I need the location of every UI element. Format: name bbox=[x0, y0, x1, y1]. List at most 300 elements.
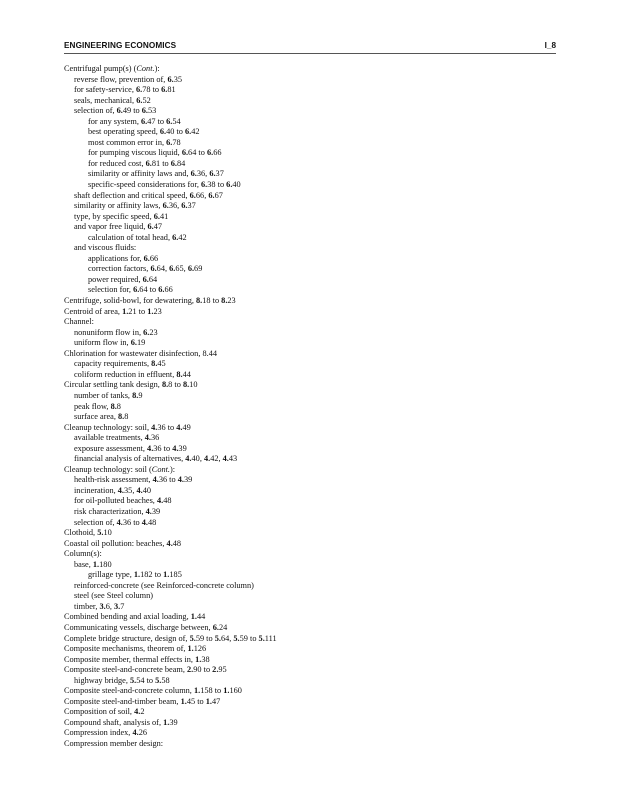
entry-text: 2 bbox=[140, 707, 145, 717]
index-entry bbox=[64, 697, 564, 708]
entry-text: for pumping viscous liquid, bbox=[88, 148, 182, 158]
entry-text: 66 bbox=[149, 253, 159, 263]
entry-text: 36 to bbox=[122, 517, 142, 527]
entry-text: coliform reduction in effluent, bbox=[74, 369, 177, 379]
entry-text: 58 bbox=[161, 675, 170, 685]
entry-text: 9 bbox=[138, 390, 143, 400]
entry-text: available treatments, bbox=[74, 433, 145, 443]
index-entry bbox=[64, 655, 564, 666]
chapter-number: 4. bbox=[177, 475, 184, 485]
entry-text: 48 bbox=[172, 538, 182, 548]
chapter-number: 8. bbox=[182, 380, 190, 390]
entry-text: 54 bbox=[172, 116, 181, 126]
entry-text: type, by specific speed, bbox=[74, 211, 154, 221]
chapter-number: 4. bbox=[134, 707, 141, 717]
chapter-number: 6. bbox=[143, 253, 150, 263]
entry-text: 111 bbox=[264, 633, 277, 643]
running-header-title: ENGINEERING ECONOMICS bbox=[64, 41, 177, 50]
entry-text: 40 to bbox=[166, 127, 186, 137]
entry-text: highway bridge, bbox=[74, 675, 130, 685]
entry-text: Combined bending and axial loading, bbox=[64, 612, 191, 622]
chapter-number: 6. bbox=[209, 169, 216, 179]
entry-text: Composite steel-and-timber beam, bbox=[64, 696, 181, 706]
chapter-number: 3. bbox=[99, 601, 106, 611]
chapter-number: 6. bbox=[135, 85, 143, 95]
entry-text: Composition of soil, bbox=[64, 707, 135, 717]
entry-text: reinforced-concrete (see Reinforced-concrete column) bbox=[74, 580, 254, 590]
chapter-number: 4. bbox=[147, 443, 154, 453]
index-subentry bbox=[64, 560, 564, 571]
entry-text: 38 to bbox=[207, 180, 227, 190]
entry-text: Composite steel-and-concrete column, bbox=[64, 686, 194, 696]
entry-text: 48 bbox=[148, 517, 157, 527]
index-subentry bbox=[64, 191, 564, 202]
chapter-number: 2. bbox=[187, 665, 194, 675]
entry-text: 158 to bbox=[200, 686, 224, 696]
entry-text: capacity requirements, bbox=[74, 359, 152, 369]
chapter-number: 6. bbox=[166, 116, 173, 126]
entry-text: timber, bbox=[74, 601, 100, 611]
chapter-number: 6. bbox=[187, 264, 195, 274]
chapter-number: 6. bbox=[142, 274, 149, 284]
chapter-number: 6. bbox=[167, 74, 174, 84]
entry-text: for any system, bbox=[88, 116, 141, 126]
index-entry bbox=[64, 612, 564, 623]
entry-text: similarity or affinity laws, bbox=[74, 201, 163, 211]
index-entry bbox=[64, 634, 564, 645]
index-subentry bbox=[64, 338, 564, 349]
chapter-number: 6. bbox=[208, 190, 215, 200]
chapter-number: 4. bbox=[156, 496, 164, 506]
chapter-number: 3. bbox=[114, 601, 121, 611]
index-subentry bbox=[64, 328, 564, 339]
entry-text: 8 bbox=[124, 412, 129, 422]
index-subentry bbox=[64, 412, 564, 423]
chapter-number: 6. bbox=[226, 180, 233, 190]
chapter-number: 6. bbox=[150, 264, 157, 274]
entry-text: 52 bbox=[142, 95, 151, 105]
entry-text: 39 bbox=[169, 717, 178, 727]
entry-text: 69 bbox=[194, 264, 203, 274]
chapter-number: 4. bbox=[152, 475, 159, 485]
entry-text: 23 bbox=[227, 296, 236, 306]
entry-text: 41 bbox=[159, 211, 169, 221]
entry-text: 36 bbox=[150, 433, 160, 443]
entry-text: 81 to bbox=[151, 158, 171, 168]
entry-text: steel (see Steel column) bbox=[74, 591, 154, 601]
entry-text: 47 bbox=[211, 696, 221, 706]
chapter-number: 6. bbox=[136, 95, 143, 105]
entry-text: 7 bbox=[120, 601, 125, 611]
entry-text: 65, bbox=[175, 264, 188, 274]
entry-text: reverse flow, prevention of, bbox=[74, 74, 168, 84]
entry-text: 54 to bbox=[136, 675, 156, 685]
entry-text: and vapor free liquid, bbox=[74, 222, 148, 232]
chapter-number: 4. bbox=[116, 517, 123, 527]
chapter-number: 4. bbox=[203, 454, 211, 464]
chapter-number: 8. bbox=[161, 380, 169, 390]
entry-text: Cont. bbox=[151, 464, 171, 474]
entry-text: Compression index, bbox=[64, 728, 133, 738]
chapter-number: 6. bbox=[185, 127, 192, 137]
index-entry bbox=[64, 728, 564, 739]
index-entry bbox=[64, 423, 564, 434]
entry-text: 21 to bbox=[128, 306, 148, 316]
entry-text: 42 bbox=[178, 232, 187, 242]
chapter-number: 5. bbox=[97, 528, 104, 538]
entry-text: 67 bbox=[214, 190, 223, 200]
entry-text: 59 to bbox=[195, 633, 215, 643]
entry-text: 81 bbox=[167, 85, 176, 95]
entry-text: correction factors, bbox=[88, 264, 151, 274]
chapter-number: 6. bbox=[158, 285, 165, 295]
entry-text: similarity or affinity laws and, bbox=[88, 169, 191, 179]
index-subentry bbox=[64, 222, 564, 233]
chapter-number: 1. bbox=[223, 686, 230, 696]
index-entry bbox=[64, 307, 564, 318]
chapter-number: 6. bbox=[130, 338, 137, 348]
index-subentry bbox=[64, 454, 564, 465]
entry-text: 78 bbox=[172, 137, 181, 147]
entry-text: shaft deflection and critical speed, bbox=[74, 190, 190, 200]
entry-text: risk characterization, bbox=[74, 506, 146, 516]
chapter-number: 6. bbox=[169, 264, 176, 274]
index-subentry bbox=[64, 212, 564, 223]
chapter-number: 1. bbox=[163, 717, 170, 727]
entry-text: 66 bbox=[164, 285, 173, 295]
chapter-number: 1. bbox=[147, 306, 154, 316]
chapter-number: 8. bbox=[117, 412, 125, 422]
index-entry bbox=[64, 549, 564, 560]
entry-text: selection for, bbox=[88, 285, 134, 295]
entry-text: 185 bbox=[169, 570, 182, 580]
index-entry bbox=[64, 296, 564, 307]
entry-text: Cont. bbox=[136, 64, 155, 73]
entry-text: 35, bbox=[124, 485, 137, 495]
entry-text: best operating speed, bbox=[88, 127, 160, 137]
entry-text: 182 to bbox=[140, 570, 164, 580]
index-subentry bbox=[64, 444, 564, 455]
chapter-number: 1. bbox=[122, 306, 129, 316]
index-subentry bbox=[64, 138, 564, 149]
entry-text: Cleanup technology: soil, bbox=[64, 422, 152, 432]
index-subentry bbox=[64, 96, 564, 107]
chapter-number: 1. bbox=[205, 696, 212, 706]
chapter-number: 8. bbox=[132, 390, 139, 400]
chapter-number: 4. bbox=[151, 422, 158, 432]
entry-text: 10 bbox=[103, 528, 112, 538]
entry-text: for safety-service, bbox=[74, 85, 136, 95]
entry-text: Composite steel-and-concrete beam, bbox=[64, 665, 188, 675]
chapter-number: 4. bbox=[144, 433, 151, 443]
chapter-number: 6. bbox=[145, 158, 152, 168]
chapter-number: 2. bbox=[212, 665, 219, 675]
entry-text: calculation of total head, bbox=[88, 232, 173, 242]
entry-text: 160 bbox=[229, 686, 242, 696]
entry-text: 45 to bbox=[186, 696, 206, 706]
chapter-number: 6. bbox=[159, 127, 167, 137]
entry-text: 39 bbox=[178, 443, 187, 453]
chapter-number: 6. bbox=[181, 148, 189, 158]
running-header bbox=[64, 40, 556, 54]
entry-text: 180 bbox=[99, 559, 112, 569]
chapter-number: 6. bbox=[141, 116, 148, 126]
chapter-number: 4. bbox=[166, 538, 173, 548]
chapter-number: 6. bbox=[189, 190, 196, 200]
entry-text: grillage type, bbox=[88, 570, 134, 580]
entry-text: health-risk assessment, bbox=[74, 475, 153, 485]
entry-text: Composite mechanisms, theorem of, bbox=[64, 644, 188, 654]
index-subentry bbox=[64, 496, 564, 507]
entry-text: 40 bbox=[232, 180, 241, 190]
entry-text: selection of, bbox=[74, 517, 117, 527]
entry-text: 19 bbox=[136, 338, 146, 348]
index-subentry bbox=[64, 106, 564, 117]
chapter-number: 6. bbox=[162, 201, 169, 211]
entry-text: 37 bbox=[215, 169, 224, 179]
entry-text: 47 to bbox=[147, 116, 167, 126]
chapter-number: 1. bbox=[190, 612, 197, 622]
entry-text: base, bbox=[74, 559, 93, 569]
entry-text: 66, bbox=[195, 190, 209, 200]
entry-text: 26 bbox=[138, 728, 147, 738]
chapter-number: 8. bbox=[110, 401, 117, 411]
page-number: I_8 bbox=[544, 41, 556, 50]
entry-text: applications for, bbox=[88, 253, 144, 263]
index-subentry bbox=[64, 264, 564, 275]
chapter-number: 6. bbox=[133, 285, 140, 295]
index-subentry bbox=[64, 243, 564, 254]
entry-text: 126 bbox=[193, 644, 207, 654]
entry-text: 42, bbox=[210, 454, 223, 464]
entry-text: Centroid of area, bbox=[64, 306, 123, 316]
entry-text: Compression member design: bbox=[64, 739, 164, 748]
entry-text: 44 bbox=[196, 612, 206, 622]
entry-text: 45 bbox=[157, 359, 166, 369]
entry-text: Compound shaft, analysis of, bbox=[64, 717, 164, 727]
entry-text: most common error in, bbox=[88, 137, 167, 147]
index-subentry bbox=[64, 676, 564, 687]
index-entry bbox=[64, 686, 564, 697]
entry-text: nonuniform flow in, bbox=[74, 327, 144, 337]
chapter-number: 1. bbox=[92, 559, 100, 569]
index-subentry bbox=[64, 370, 564, 381]
chapter-number: 8. bbox=[151, 359, 158, 369]
chapter-number: 1. bbox=[163, 570, 170, 580]
entry-text: 95 bbox=[218, 665, 227, 675]
entry-text: Coastal oil pollution: beaches, bbox=[64, 538, 167, 548]
chapter-number: 4. bbox=[172, 443, 179, 453]
entry-text: 59 to bbox=[239, 633, 259, 643]
index-subentry bbox=[64, 475, 564, 486]
chapter-number: 1. bbox=[133, 570, 141, 580]
chapter-number: 6. bbox=[147, 222, 154, 232]
entry-text: 10 bbox=[189, 380, 198, 390]
entry-text: selection of, bbox=[74, 106, 117, 116]
entry-text: 36, bbox=[168, 201, 182, 211]
index-entry bbox=[64, 64, 564, 75]
entry-text: number of tanks, bbox=[74, 390, 133, 400]
entry-text: 23 bbox=[153, 306, 162, 316]
index-entry bbox=[64, 380, 564, 391]
entry-text: Circular settling tank design, bbox=[64, 380, 162, 390]
index-subentry bbox=[64, 518, 564, 529]
entry-text: 84 bbox=[176, 158, 186, 168]
index-subentry bbox=[64, 159, 564, 170]
entry-text: Chlorination for wastewater disinfection, 8.44 bbox=[64, 348, 217, 358]
entry-text: Centrifuge, solid-bowl, for dewatering, bbox=[64, 296, 197, 306]
entry-text: 18 to bbox=[202, 296, 222, 306]
chapter-number: 8. bbox=[196, 296, 203, 306]
index-entries bbox=[64, 64, 564, 750]
chapter-number: 4. bbox=[185, 454, 192, 464]
index-subentry bbox=[64, 402, 564, 413]
index-subentry bbox=[64, 581, 564, 592]
chapter-number: 1. bbox=[195, 654, 202, 664]
chapter-number: 4. bbox=[222, 454, 229, 464]
entry-text: for oil-polluted beaches, bbox=[74, 496, 157, 506]
entry-text: Cleanup technology: soil ( bbox=[64, 464, 152, 474]
index-entry bbox=[64, 718, 564, 729]
chapter-number: 4. bbox=[117, 485, 125, 495]
chapter-number: 6. bbox=[143, 327, 150, 337]
entry-text: 6, bbox=[105, 601, 115, 611]
index-subentry bbox=[64, 169, 564, 180]
entry-text: 64, bbox=[220, 633, 234, 643]
entry-text: surface area, bbox=[74, 412, 118, 422]
chapter-number: 5. bbox=[233, 633, 240, 643]
chapter-number: 6. bbox=[190, 169, 197, 179]
chapter-number: 1. bbox=[193, 686, 201, 696]
entry-text: Composite member, thermal effects in, bbox=[64, 654, 196, 664]
chapter-number: 6. bbox=[153, 211, 160, 221]
entry-text: 38 bbox=[201, 654, 210, 664]
index-entry bbox=[64, 739, 564, 750]
index-entry bbox=[64, 644, 564, 655]
chapter-number: 4. bbox=[141, 517, 148, 527]
entry-text: Complete bridge structure, design of, bbox=[64, 633, 190, 643]
chapter-number: 5. bbox=[189, 633, 196, 643]
entry-text: 64 to bbox=[188, 148, 207, 158]
entry-text: 49 to bbox=[122, 106, 142, 116]
entry-text: 78 to bbox=[142, 85, 162, 95]
index-entry bbox=[64, 465, 564, 476]
entry-text: 35 bbox=[173, 74, 182, 84]
index-subentry bbox=[64, 275, 564, 286]
index-subentry bbox=[64, 570, 564, 581]
index-subentry bbox=[64, 180, 564, 191]
index-entry bbox=[64, 349, 564, 360]
entry-text: 53 bbox=[148, 106, 157, 116]
entry-text: 36 to bbox=[153, 443, 173, 453]
chapter-number: 5. bbox=[155, 675, 162, 685]
index-subentry bbox=[64, 254, 564, 265]
entry-text: 66 bbox=[213, 148, 222, 158]
chapter-number: 6. bbox=[161, 85, 168, 95]
index-subentry bbox=[64, 117, 564, 128]
index-entry bbox=[64, 707, 564, 718]
chapter-number: 6. bbox=[141, 106, 148, 116]
entry-text: 39 bbox=[183, 475, 193, 485]
chapter-number: 5. bbox=[130, 675, 137, 685]
entry-text: 24 bbox=[218, 622, 228, 632]
entry-text: Clothoid, bbox=[64, 528, 98, 538]
entry-text: ): bbox=[170, 464, 176, 474]
index-subentry bbox=[64, 201, 564, 212]
index-subentry bbox=[64, 148, 564, 159]
index-entry bbox=[64, 317, 564, 328]
chapter-number: 6. bbox=[170, 158, 177, 168]
entry-text: 44 bbox=[182, 369, 191, 379]
entry-text: 64 to bbox=[139, 285, 159, 295]
index-subentry bbox=[64, 507, 564, 518]
entry-text: exposure assessment, bbox=[74, 443, 148, 453]
chapter-number: 8. bbox=[221, 296, 228, 306]
entry-text: 37 bbox=[187, 201, 196, 211]
entry-text: Channel: bbox=[64, 317, 94, 327]
entry-text: 90 to bbox=[193, 665, 213, 675]
index-subentry bbox=[64, 591, 564, 602]
entry-text: 23 bbox=[149, 327, 158, 337]
entry-text: 36 to bbox=[157, 422, 177, 432]
entry-text: 64 bbox=[148, 274, 158, 284]
entry-text: ): bbox=[154, 64, 160, 73]
chapter-number: 6. bbox=[212, 622, 219, 632]
entry-text: incineration, bbox=[74, 485, 118, 495]
chapter-number: 4. bbox=[136, 485, 143, 495]
chapter-number: 1. bbox=[187, 644, 194, 654]
entry-text: 40 bbox=[142, 485, 151, 495]
index-subentry bbox=[64, 602, 564, 613]
entry-text: 49 bbox=[182, 422, 191, 432]
entry-text: 42 bbox=[191, 127, 200, 137]
chapter-number: 6. bbox=[181, 201, 188, 211]
chapter-number: 6. bbox=[172, 232, 179, 242]
index-subentry bbox=[64, 433, 564, 444]
index-subentry bbox=[64, 486, 564, 497]
entry-text: Centrifugal pump(s) ( bbox=[64, 64, 137, 73]
index-subentry bbox=[64, 75, 564, 86]
chapter-number: 6. bbox=[201, 180, 208, 190]
entry-text: 64, bbox=[156, 264, 170, 274]
index-entry bbox=[64, 539, 564, 550]
entry-text: 36 to bbox=[158, 475, 178, 485]
chapter-number: 5. bbox=[258, 633, 265, 643]
index-entry bbox=[64, 528, 564, 539]
entry-text: uniform flow in, bbox=[74, 338, 131, 348]
entry-text: specific-speed considerations for, bbox=[88, 180, 202, 190]
chapter-number: 6. bbox=[206, 148, 214, 158]
chapter-number: 1. bbox=[180, 696, 187, 706]
chapter-number: 4. bbox=[145, 506, 152, 516]
entry-text: 48 bbox=[163, 496, 172, 506]
index-subentry bbox=[64, 391, 564, 402]
entry-text: 47 bbox=[153, 222, 163, 232]
chapter-number: 5. bbox=[214, 633, 221, 643]
entry-text: and viscous fluids: bbox=[74, 243, 137, 253]
index-entry bbox=[64, 623, 564, 634]
index-entry bbox=[64, 665, 564, 676]
index-subentry bbox=[64, 233, 564, 244]
chapter-number: 6. bbox=[116, 106, 123, 116]
entry-text: peak flow, bbox=[74, 401, 111, 411]
chapter-number: 8. bbox=[176, 369, 183, 379]
index-subentry bbox=[64, 359, 564, 370]
entry-text: 8 bbox=[116, 401, 121, 411]
entry-text: 8 to bbox=[168, 380, 183, 390]
index-subentry bbox=[64, 285, 564, 296]
entry-text: 40, bbox=[191, 454, 204, 464]
